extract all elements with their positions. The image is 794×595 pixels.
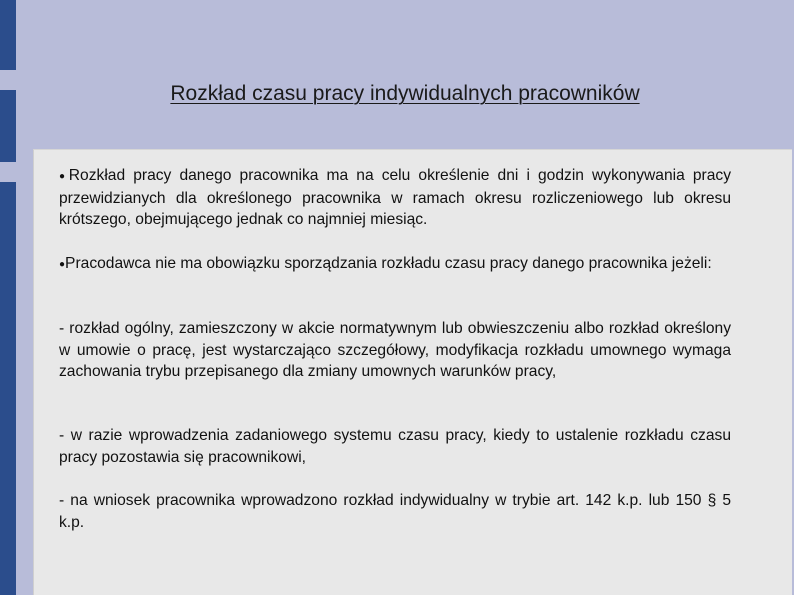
- slide-title: Rozkład czasu pracy indywidualnych pracowników: [170, 82, 640, 105]
- paragraph-employee-request: - na wniosek pracownika wprowadzono rozkład indywidualny w trybie art. 142 k.p. lub 150 § 5 k.p.: [59, 492, 731, 531]
- paragraph-employer-obligation: [59, 253, 731, 276]
- paragraph-general-schedule: - rozkład ogólny, zamieszczony w akcie normatywnym lub obwieszczeniu albo rozkład określony w umowie o pracę, jest wystarczająco szczegółowy, modyfikacja rozkładu umownego wymaga zachowania trybu przepisanego dla zmiany umownych warunków pracy,: [59, 320, 731, 380]
- decorative-stripe: [0, 90, 16, 162]
- paragraph-task-system: - w razie wprowadzenia zadaniowego systemu czasu pracy, kiedy to ustalenie rozkładu czasu pracy pozostawia się pracownikowi,: [59, 427, 731, 466]
- paragraph-text: Rozkład pracy danego pracownika ma na celu określenie dni i godzin wykonywania pracy przewidzianych dla określonego pracownika w ramach okresu rozliczeniowego lub okresu krótszego, obejmującego jednak co najmniej miesiąc.: [59, 167, 731, 228]
- decorative-stripe: [0, 182, 16, 595]
- decorative-stripe: [0, 0, 16, 70]
- bullet-icon: ●: [59, 259, 66, 270]
- bullet-icon: ●: [59, 171, 69, 182]
- paragraph-work-schedule-definition: [59, 165, 731, 231]
- paragraph-text: Pracodawca nie ma obowiązku sporządzania rozkładu czasu pracy danego pracownika jeżeli:: [65, 255, 712, 272]
